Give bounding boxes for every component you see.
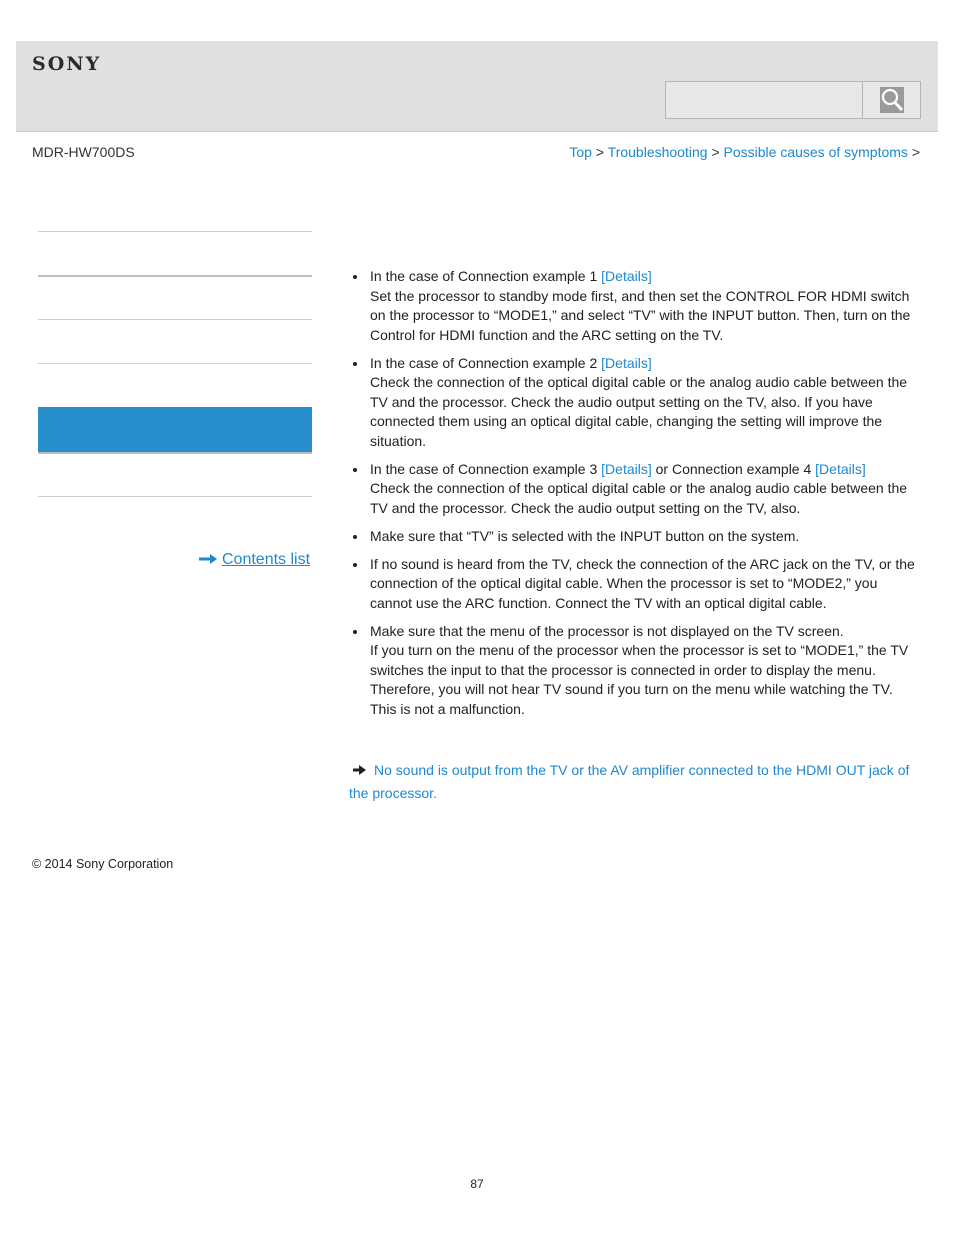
- details-link[interactable]: [Details]: [601, 460, 652, 477]
- bullet-icon: [353, 630, 357, 634]
- breadcrumb-possible-causes[interactable]: Possible causes of symptoms: [723, 144, 908, 160]
- item-heading: In the case of Connection example 3: [370, 460, 602, 477]
- item-heading: In the case of Connection example 1: [370, 268, 602, 284]
- breadcrumb-separator: >: [711, 144, 720, 160]
- item-heading: or Connection example 4: [651, 460, 816, 477]
- item-text: If no sound is heard from the TV, check the connection of the ARC jack on the TV, or the connection of the optical digital cable. When the processor is set to “MODE2,” you cannot use the ARC function. Connect the TV with an optical digital cable.: [370, 555, 915, 611]
- cause-list: [349, 267, 919, 719]
- sidebar-item[interactable]: [38, 319, 312, 363]
- bullet-icon: [353, 275, 357, 279]
- bullet-icon: [353, 535, 357, 539]
- sidebar-item-active[interactable]: [38, 407, 312, 452]
- bullet-icon: [353, 362, 357, 366]
- details-link[interactable]: [Details]: [601, 268, 652, 284]
- item-text: Make sure that “TV” is selected with the INPUT button on the system.: [370, 527, 800, 544]
- search-button[interactable]: [862, 81, 921, 119]
- details-link[interactable]: [Details]: [601, 354, 652, 371]
- item-heading: Make sure that the menu of the processor is not displayed on the TV screen.: [370, 622, 844, 639]
- sidebar-item[interactable]: [38, 231, 312, 275]
- arrow-right-icon: [199, 551, 217, 569]
- list-item: [349, 527, 919, 547]
- list-item: [349, 460, 919, 519]
- list-item: [349, 267, 919, 345]
- breadcrumb-top[interactable]: Top: [569, 144, 592, 160]
- breadcrumb: [569, 144, 920, 160]
- copyright: © 2014 Sony Corporation: [32, 857, 174, 871]
- sidebar-item[interactable]: [38, 363, 312, 407]
- model-name: MDR-HW700DS: [32, 144, 135, 160]
- breadcrumb-separator: >: [595, 144, 605, 160]
- main-content: [349, 267, 919, 728]
- contents-list-link[interactable]: [199, 551, 310, 569]
- arrow-right-icon: [353, 759, 366, 782]
- breadcrumb-troubleshooting[interactable]: Troubleshooting: [607, 144, 708, 160]
- bullet-icon: [353, 563, 357, 567]
- list-item: [349, 622, 919, 720]
- details-link[interactable]: [Details]: [815, 460, 866, 477]
- item-body: Set the processor to standby mode first, and then set the CONTROL FOR HDMI switch on the processor to “MODE1,” and select “TV” with the INPUT button. Then, turn on the Control for HDMI function and the ARC setting on the TV.: [370, 287, 911, 343]
- list-item: [349, 555, 919, 614]
- sidebar-item[interactable]: [38, 452, 312, 496]
- search-input[interactable]: [665, 81, 862, 119]
- list-item: [349, 354, 919, 452]
- item-body: Check the connection of the optical digital cable or the analog audio cable between the TV and the processor. Check the audio output setting on the TV, also. If you have connected them using an optical digital cable, changing the setting will improve the situation.: [370, 374, 908, 449]
- sidebar-item[interactable]: [38, 275, 312, 319]
- sony-logo[interactable]: SONY: [32, 53, 102, 75]
- item-body: Check the connection of the optical digital cable or the analog audio cable between the TV and the processor. Check the audio output setting on the TV, also.: [370, 480, 908, 516]
- site-header: [16, 41, 938, 132]
- page-number: 87: [470, 1177, 484, 1191]
- breadcrumb-separator: >: [911, 144, 920, 160]
- bullet-icon: [353, 468, 357, 472]
- sidebar-divider: [38, 496, 312, 497]
- search-icon: [880, 87, 904, 113]
- related-topic-link[interactable]: No sound is output from the TV or the AV amplifier connected to the HDMI OUT jack of the processor.: [349, 762, 910, 801]
- contents-list-label: Contents list: [222, 551, 311, 568]
- sidebar-nav: [38, 231, 312, 497]
- related-topic: [349, 759, 919, 805]
- item-heading: In the case of Connection example 2: [370, 354, 602, 371]
- item-body: If you turn on the menu of the processor when the processor is set to “MODE1,” the TV switches the input to that the processor is connected in order to display the menu. Therefore, you will not hear TV sound if you turn on the menu while watching the TV. This is not a malfunction.: [370, 642, 909, 717]
